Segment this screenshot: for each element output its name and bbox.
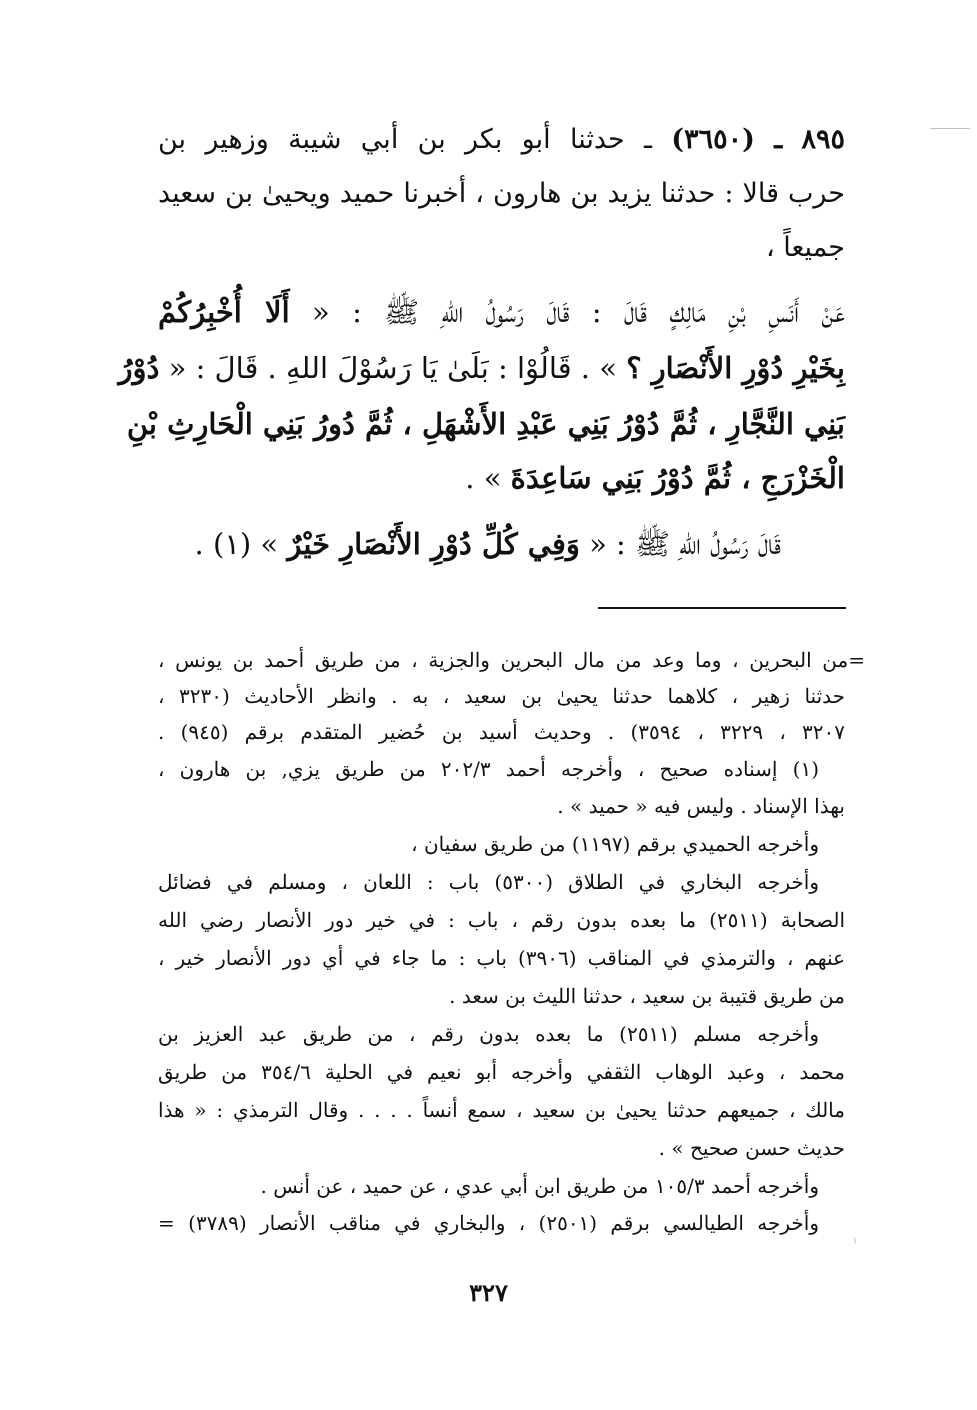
prophetic-quote: الْخَزْرَجِ ، ثُمَّ دُوْرُ بَنِي سَاعِدَةَ [510,461,845,495]
footnote-text: وأخرجه مسلم (٢٥١١) ما بعده بدون رقم ، من طريق عبد العزيز بن [158,1022,819,1046]
footnote-line [158,1138,845,1158]
matn-line-3 [126,407,845,441]
prophetic-quote: بَنِي النَّجَّارِ ، ثُمَّ دُوْرُ بَنِي عَبْدِ الأَشْهَلِ ، ثُمَّ دُورُ بَنِي الْحَارِثِ بْنِ [126,407,845,441]
prophetic-quote: دُوْرُ [118,351,160,385]
isnad-text-1: حدثنا أبو بكر بن أبي شيبة وزهير بن [158,124,625,155]
footnote-text: الصحابة (٢٥١١) ما بعده بدون رقم ، باب : في خير دور الأنصار رضي الله [158,908,845,932]
matn-text: » . [465,461,502,495]
footnote-line [158,986,845,1006]
footnote-text: مالك ، جميعهم حدثنا يحيىٰ بن سعيد ، سمع أنساً . . . . وقال الترمذي : « هذا [158,1098,845,1122]
matn-line-5 [158,527,781,561]
footnote-line [158,722,845,742]
footnote-text: وأخرجه الطيالسي برقم (٢٥٠١) ، والبخاري في مناقب الأنصار (٣٧٨٩) = [158,1211,819,1235]
matn-text: » . قَالُوْا : بَلَىٰ يَا رَسُوْلَ اللهِ . قَالَ : « [168,351,617,385]
dash: ـ [774,124,783,155]
footnote-line [158,650,865,670]
footnote-line [158,1062,845,1082]
isnad-line-1 [158,126,845,153]
hadith-number: ٨٩٥ [801,124,845,155]
isnad-text-2: حرب قالا : حدثنا يزيد بن هارون ، أخبرنا حميد ويحيىٰ بن سعيد [158,178,845,209]
footnote-text: (١) إسناده صحيح ، وأخرجه أحمد ٢٠٢/٣ من طريق يزي, بن هارون ، [158,757,819,781]
footnote-text: حديث حسن صحيح » . [658,1136,845,1160]
isnad-line-2 [158,180,845,207]
matn-line-1 [158,295,846,329]
matn-text: » (١) . [194,527,279,561]
matn-text: قَالَ رَسُولُ اللهِ ﷺ : « [589,527,781,561]
cross-reference-number: (٣٦٥٠) [671,124,755,155]
footnote-line [158,1176,819,1196]
footnote-line [158,759,819,779]
footnote-text: ٣٢٠٧ ، ٣٢٢٩ ، ٣٥٩٤) . وحديث أسيد بن حُضير المتقدم برقم (٩٤٥) . [158,720,846,744]
page-number: ٣٢٧ [469,1278,508,1307]
footnote-text: وأخرجه أحمد ١٠٥/٣ من طريق ابن أبي عدي ، عن حميد ، عن أنس . [260,1174,819,1198]
isnad-text-3: جميعاً ، [766,232,845,263]
footnote-line [158,1213,819,1233]
scan-mark-bottom-right [854,1237,856,1243]
footnote-text: =من البحرين ، وما وعد من مال البحرين والجزية ، من طريق أحمد بن يونس ، [158,648,865,672]
matn-line-2 [118,351,845,385]
footnote-line [158,1100,845,1120]
footnote-text: بهذا الإسناد . وليس فيه « حميد » . [557,794,845,818]
dash: ـ [644,124,652,155]
footnote-text: محمد ، وعبد الوهاب الثقفي وأخرجه أبو نعيم في الحلية ٣٥٤/٦ من طريق [158,1060,846,1084]
footnote-text: من طريق قتيبة بن سعيد ، حدثنا الليث بن سعد . [449,984,845,1008]
matn-line-4 [158,461,845,495]
footnote-text: وأخرجه الحميدي برقم (١١٩٧) من طريق سفيان ، [411,832,819,856]
prophetic-quote: بِخَيْرِ دُوْرِ الأَنْصَارِ ؟ [626,351,845,385]
footnote-line [158,1024,819,1044]
isnad-line-3 [158,234,845,261]
footnote-text: عنهم ، والترمذي في المناقب (٣٩٠٦) باب : ما جاء في أي دور الأنصار خير ، [158,946,845,970]
footnote-line [158,910,845,930]
footnote-line [158,686,845,706]
scan-mark-top-right [930,128,970,129]
footnote-line [158,834,819,854]
footnote-line [158,796,845,816]
prophetic-quote: وَفِي كُلِّ دُوْرِ الأَنْصَارِ خَيْرٌ [287,527,580,561]
footnote-text: وأخرجه البخاري في الطلاق (٥٣٠٠) باب : اللعان ، ومسلم في فضائل [158,870,819,894]
footnote-line [158,948,845,968]
matn-text: عَنْ أَنَسِ بْنِ مَالِكٍ قَالَ : قَالَ رَسُولُ اللهِ ﷺ : « [312,295,846,329]
footnote-line [158,872,819,892]
footnote-text: حدثنا زهير ، كلاهما حدثنا يحيىٰ بن سعيد ، به . وانظر الأحاديث (٣٢٣٠ ، [158,684,846,708]
footnote-divider [598,607,846,609]
prophetic-quote: أَلَا أُخْبِرُكُمْ [158,295,290,329]
